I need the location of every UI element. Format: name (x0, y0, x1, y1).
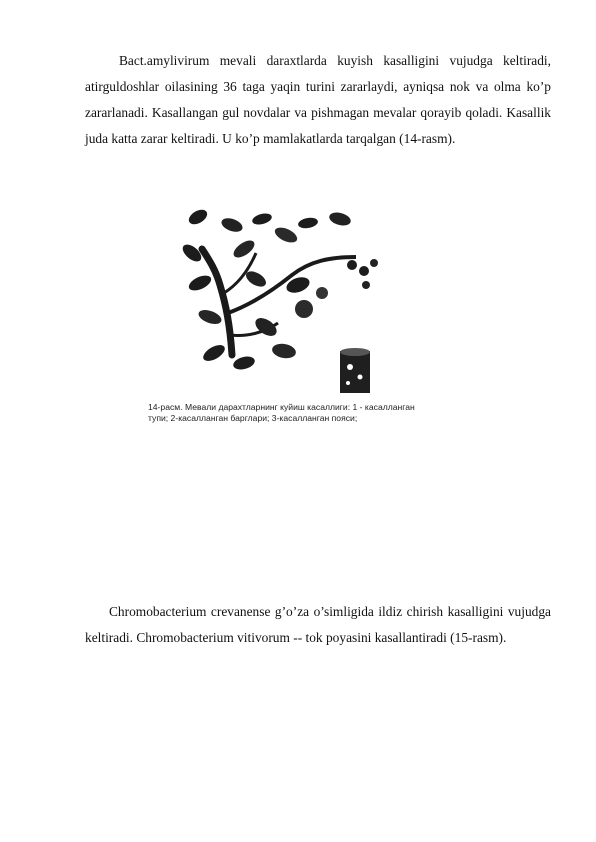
stem-section (340, 351, 370, 393)
leaf (252, 314, 280, 339)
leaf (186, 207, 209, 227)
figure-caption: 14-расм. Мевали дарахтларнинг куйиш касаллиги: 1 - касалланган тупи; 2-касалланган барглари; 3-касалланган пояси; (148, 402, 415, 423)
stem-section-top (340, 348, 370, 356)
leaf (273, 224, 300, 245)
leaf (201, 342, 228, 364)
lesion-spot (346, 381, 350, 385)
paragraph-1: Bact.amylivirum mevali daraxtlarda kuyish kasalligini vujudga keltiradi, atirguldoshlar oilasining 36 taga yaqin turini zararlaydi, ayniqsa nok va olma ko’p zararlanadi. Kasallangan gul novdalar va pishmagan mevalar qorayib qoladi. Kasallik juda katta zarar keltiradi. U ko’p mamlakatlarda tarqalgan (14-rasm). (85, 53, 551, 146)
lesion-spot (358, 375, 363, 380)
branch-drawing (180, 205, 390, 395)
flower (347, 260, 357, 270)
leaf (271, 342, 297, 360)
fruit (295, 300, 313, 318)
flower (359, 266, 369, 276)
flower (362, 281, 370, 289)
paragraph-2: Chromobacterium crevanense g’o’za o’simligida ildiz chirish kasalligini vujudga keltiradi. Chromobacterium vitivorum -- tok poyasini kasallantiradi (15-rasm). (85, 604, 551, 645)
leaf (220, 216, 245, 235)
leaf (197, 307, 224, 326)
stem (202, 249, 232, 355)
fruit (316, 287, 328, 299)
leaf (232, 354, 256, 371)
figure-diseased-branch-illustration (180, 205, 390, 395)
leaf (187, 272, 214, 293)
leaf (251, 212, 273, 227)
flower (370, 259, 378, 267)
leaf (328, 210, 352, 227)
lesion-spot (347, 364, 353, 370)
leaf (297, 216, 318, 229)
